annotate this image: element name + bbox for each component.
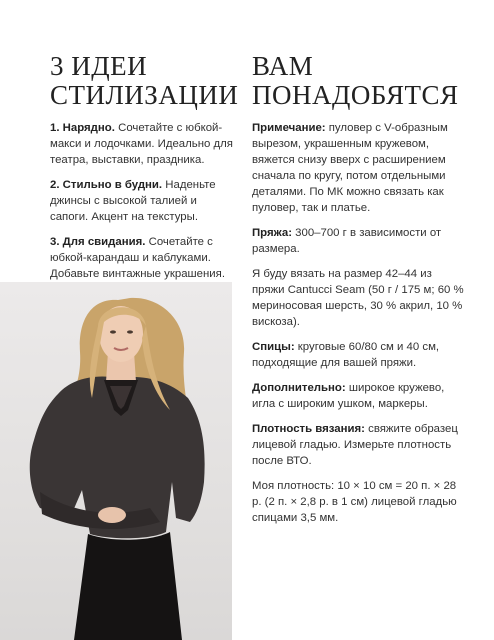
para-text: пуловер с V-образным вырезом, украшенным кружевом, вяжется снизу вверх с расширением сначала по кругу, потом отдельными деталями. По МК можно связать как пуловер, так и платье.: [252, 122, 448, 214]
idea-label: 1. Нарядно.: [50, 122, 115, 134]
yarn-paragraph: [252, 225, 464, 257]
para-text: круговые 60/80 см и 40 см, подходящие для вашей пряжи.: [252, 341, 440, 369]
idea-label: 2. Стильно в будни.: [50, 179, 163, 191]
idea-text: Наденьте джинсы с высокой талией и сапоги. Акцент на текстуры.: [50, 179, 216, 223]
styling-ideas-column: [50, 51, 239, 291]
model-illustration: [0, 282, 232, 640]
materials-column: [252, 52, 464, 535]
materials-heading: [252, 52, 464, 110]
para-text: широкое кружево, игла с широким ушком, маркеры.: [252, 382, 445, 410]
idea-label: 3. Для свидания.: [50, 236, 146, 248]
extra-paragraph: [252, 380, 464, 412]
para-text: свяжите образец лицевой гладью. Измерьте плотность после ВТО.: [252, 423, 458, 467]
heading-line-1: 3 ИДЕИ: [50, 51, 148, 81]
idea-date: [50, 234, 235, 282]
heading-line-2: ПОНАДОБЯТСЯ: [252, 80, 459, 110]
idea-text: Сочетайте с юбкой-карандаш и каблуками. Добавьте винтажные украшения.: [50, 236, 225, 280]
needles-paragraph: [252, 339, 464, 371]
model-photo: [0, 282, 232, 640]
para-label: Примечание:: [252, 122, 326, 134]
para-label: Пряжа:: [252, 227, 292, 239]
para-text: 300–700 г в зависимости от размера.: [252, 227, 442, 255]
para-label: Дополнительно:: [252, 382, 346, 394]
gauge-paragraph: [252, 421, 464, 469]
idea-casual: [50, 177, 235, 225]
styling-ideas-heading: [50, 51, 239, 110]
para-label: Спицы:: [252, 341, 295, 353]
heading-line-2: СТИЛИЗАЦИИ: [50, 80, 239, 110]
para-label: Плотность вязания:: [252, 423, 365, 435]
size-paragraph: Я буду вязать на размер 42–44 из пряжи Cantucci Seam (50 г / 175 м; 60 % мериносовая шерсть, 30 % акрил, 10 % вискоза).: [252, 268, 464, 328]
heading-line-1: ВАМ: [252, 51, 314, 81]
idea-elegant: [50, 120, 235, 168]
my-gauge-paragraph: Моя плотность: 10 × 10 см = 20 п. × 28 р. (2 п. × 2,8 р. в 1 см) лицевой гладью спицами 3,5 мм.: [252, 480, 457, 524]
idea-text: Сочетайте с юбкой-макси и лодочками. Идеально для театра, выставки, праздника.: [50, 122, 233, 166]
note-paragraph: [252, 120, 464, 216]
